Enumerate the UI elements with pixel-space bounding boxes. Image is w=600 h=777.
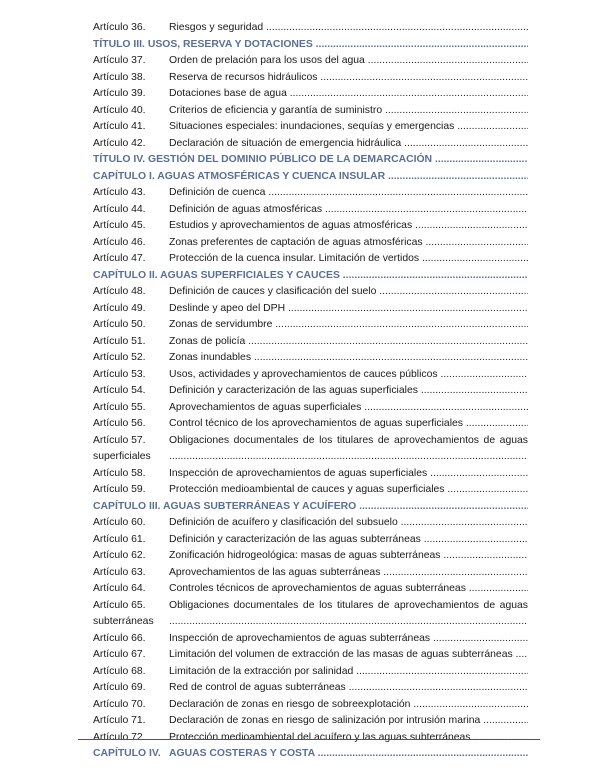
toc-entry-label: Artículo 36. bbox=[93, 22, 146, 33]
dot-leader bbox=[169, 449, 528, 466]
toc-entry-label: Artículo 43. bbox=[93, 187, 146, 198]
toc-entry-title: Protección medioambiental del acuífero y las aguas subterráneas ..... bbox=[169, 730, 528, 747]
toc-entry-title: Protección medioambiental de cauces y aguas superficiales ..... bbox=[169, 482, 528, 499]
toc-entry-continuation bbox=[93, 614, 540, 631]
toc-entry-label: Artículo 38. bbox=[93, 71, 146, 83]
toc-entry-label: Artículo 42. bbox=[93, 137, 146, 149]
toc-entry-label: Artículo 37. bbox=[93, 55, 146, 66]
toc-entry bbox=[93, 581, 540, 598]
toc-entry-label: Artículo 39. bbox=[93, 88, 146, 99]
toc-entry-title: Inspección de aprovechamientos de aguas superficiales ..... bbox=[169, 466, 528, 483]
toc-entry-title: Dotaciones base de agua ..... bbox=[169, 86, 528, 103]
toc-entry-title: Estudios y aprovechamientos de aguas atmosféricas ..... bbox=[169, 218, 528, 235]
toc-entry-title: Declaración de zonas en riesgo de sobreexplotación ..... bbox=[169, 697, 528, 714]
dot-leader bbox=[169, 614, 528, 631]
toc-entry bbox=[93, 70, 540, 87]
toc-entry-label: Artículo 53. bbox=[93, 368, 146, 380]
toc-entry-title: Definición de cauces y clasificación del suelo ..... bbox=[169, 284, 528, 301]
toc-heading-label: CAPÍTULO IV. bbox=[93, 748, 161, 759]
toc-entry bbox=[93, 202, 540, 219]
toc-entry-label: Artículo 44. bbox=[93, 203, 146, 215]
toc-entry-label: Artículo 58. bbox=[93, 467, 146, 479]
toc-entry-label: Artículo 68. bbox=[93, 665, 146, 677]
toc-entry-label: Artículo 49. bbox=[93, 302, 146, 314]
toc-entry-title: Obligaciones documentales de los titulares de aprovechamientos de aguas bbox=[169, 599, 528, 611]
toc-heading bbox=[93, 152, 540, 169]
toc-entry-title: Zonas de policía ..... bbox=[169, 334, 528, 351]
toc-entry bbox=[93, 235, 540, 252]
toc-entry bbox=[93, 713, 540, 730]
toc-entry-title: Limitación del volumen de extracción de las masas de aguas subterráneas ..... bbox=[169, 647, 528, 664]
toc-entry-label: Artículo 46. bbox=[93, 236, 146, 248]
toc-entry bbox=[93, 730, 540, 747]
toc-entry-label: Artículo 64. bbox=[93, 583, 146, 594]
footer-rule bbox=[78, 739, 540, 740]
toc-entry-label: Artículo 51. bbox=[93, 335, 146, 347]
toc-entry bbox=[93, 515, 540, 532]
toc-entry bbox=[93, 565, 540, 582]
toc-entry bbox=[93, 664, 540, 681]
toc-entry-title: Definición y caracterización de las aguas subterráneas ..... bbox=[169, 532, 528, 549]
toc-entry-title: Red de control de aguas subterráneas ..... bbox=[169, 680, 528, 697]
toc-entry bbox=[93, 680, 540, 697]
toc-entry-label: Artículo 47. bbox=[93, 253, 146, 264]
toc-entry bbox=[93, 334, 540, 351]
toc-entry bbox=[93, 119, 540, 136]
toc-entry bbox=[93, 647, 540, 664]
toc-entry bbox=[93, 350, 540, 367]
toc-entry-title: Definición de acuífero y clasificación del subsuelo ..... bbox=[169, 515, 528, 532]
toc-entry-label: Artículo 57. bbox=[93, 434, 146, 446]
toc-entry bbox=[93, 284, 540, 301]
toc-entry-title: Criterios de eficiencia y garantía de suministro ..... bbox=[169, 103, 528, 120]
toc-heading-title: AGUAS COSTERAS Y COSTA ..... bbox=[169, 746, 528, 763]
toc-entry bbox=[93, 416, 540, 433]
toc-entry-label: Artículo 45. bbox=[93, 220, 146, 231]
toc-entry-label: Artículo 55. bbox=[93, 401, 146, 413]
toc-heading bbox=[93, 169, 540, 186]
toc-entry-title: Declaración de zonas en riesgo de salinización por intrusión marina ..... bbox=[169, 713, 528, 730]
toc-entry bbox=[93, 251, 540, 268]
toc-entry-title: Reserva de recursos hidráulicos ..... bbox=[169, 70, 528, 87]
toc-entry-title: Obligaciones documentales de los titulares de aprovechamientos de aguas bbox=[169, 434, 528, 446]
toc-entry bbox=[93, 631, 540, 648]
toc-heading-title: CAPÍTULO II. AGUAS SUPERFICIALES Y CAUCES ..... bbox=[93, 268, 528, 285]
toc-entry-label: Artículo 65. bbox=[93, 599, 146, 611]
toc-entry-title: Deslinde y apeo del DPH ..... bbox=[169, 301, 528, 318]
toc-entry-label: Artículo 61. bbox=[93, 533, 146, 545]
toc-entry-title: Orden de prelación para los usos del agua ..... bbox=[169, 53, 528, 70]
toc-entry-label: Artículo 48. bbox=[93, 286, 146, 297]
toc-entry-title: Controles técnicos de aprovechamientos de aguas subterráneas ..... bbox=[169, 581, 528, 598]
toc-heading-title: CAPÍTULO III. AGUAS SUBTERRÁNEAS Y ACUÍFERO ..... bbox=[93, 499, 528, 516]
toc-entry-title-continued: superficiales bbox=[93, 451, 151, 462]
toc-heading bbox=[93, 37, 540, 54]
toc-entry-label: Artículo 63. bbox=[93, 566, 146, 578]
toc-entry-title: Inspección de aprovechamientos de aguas subterráneas ..... bbox=[169, 631, 528, 648]
toc-entry-title: Aprovechamientos de aguas superficiales ..... bbox=[169, 400, 528, 417]
toc-entry-title: Riesgos y seguridad ..... bbox=[169, 20, 528, 37]
toc-entry-title: Declaración de situación de emergencia hidráulica ..... bbox=[169, 136, 528, 153]
toc-entry bbox=[93, 317, 540, 334]
toc-entry-label: Artículo 41. bbox=[93, 121, 146, 132]
toc-entry-title: Definición de aguas atmosféricas ..... bbox=[169, 202, 528, 219]
toc-entry bbox=[93, 103, 540, 120]
table-of-contents bbox=[93, 20, 540, 763]
toc-entry-label: Artículo 56. bbox=[93, 418, 146, 429]
toc-entry bbox=[93, 548, 540, 565]
toc-entry bbox=[93, 185, 540, 202]
toc-entry-label: Artículo 67. bbox=[93, 649, 146, 660]
toc-entry bbox=[93, 367, 540, 384]
toc-entry-title: Situaciones especiales: inundaciones, sequías y emergencias ..... bbox=[169, 119, 528, 136]
toc-heading bbox=[93, 499, 540, 516]
toc-heading-title: CAPÍTULO I. AGUAS ATMOSFÉRICAS Y CUENCA INSULAR ..... bbox=[93, 169, 528, 186]
toc-entry bbox=[93, 136, 540, 153]
toc-entry-label: Artículo 54. bbox=[93, 385, 146, 396]
toc-entry-title: Zonas inundables ..... bbox=[169, 350, 528, 367]
toc-entry-label: Artículo 72. bbox=[93, 731, 146, 743]
toc-entry-label: Artículo 50. bbox=[93, 319, 146, 330]
toc-entry bbox=[93, 218, 540, 235]
toc-entry-label: Artículo 60. bbox=[93, 517, 146, 528]
toc-entry-continuation bbox=[93, 449, 540, 466]
toc-entry-title: Zonas preferentes de captación de aguas atmosféricas ..... bbox=[169, 235, 528, 252]
toc-entry bbox=[93, 466, 540, 483]
toc-entry bbox=[93, 400, 540, 417]
toc-entry bbox=[93, 383, 540, 400]
toc-entry-label: Artículo 52. bbox=[93, 352, 146, 363]
toc-entry bbox=[93, 697, 540, 714]
toc-entry-label: Artículo 66. bbox=[93, 632, 146, 644]
toc-heading-title: TÍTULO III. USOS, RESERVA Y DOTACIONES ..... bbox=[93, 37, 528, 54]
toc-entry-label: Artículo 70. bbox=[93, 698, 146, 710]
toc-entry bbox=[93, 301, 540, 318]
toc-entry-title: Zonas de servidumbre ..... bbox=[169, 317, 528, 334]
toc-entry-title: Definición y caracterización de las aguas superficiales ..... bbox=[169, 383, 528, 400]
toc-entry-label: Artículo 69. bbox=[93, 682, 146, 693]
toc-entry-title: Zonificación hidrogeológica: masas de aguas subterráneas ..... bbox=[169, 548, 528, 565]
toc-entry-title-continued: subterráneas bbox=[93, 616, 154, 627]
toc-entry bbox=[93, 20, 540, 37]
toc-heading bbox=[93, 268, 540, 285]
toc-entry-title: Limitación de la extracción por salinidad ..... bbox=[169, 664, 528, 681]
toc-entry bbox=[93, 53, 540, 70]
toc-entry-label: Artículo 59. bbox=[93, 484, 146, 495]
toc-entry-title: Control técnico de los aprovechamientos de aguas superficiales ..... bbox=[169, 416, 528, 433]
toc-entry-title: Protección de la cuenca insular. Limitación de vertidos ..... bbox=[169, 251, 528, 268]
toc-heading bbox=[93, 746, 540, 763]
toc-entry bbox=[93, 532, 540, 549]
toc-entry bbox=[93, 598, 540, 615]
toc-entry bbox=[93, 433, 540, 450]
toc-entry-label: Artículo 40. bbox=[93, 104, 146, 116]
toc-heading-title: TÍTULO IV. GESTIÓN DEL DOMINIO PÚBLICO DE LA DEMARCACIÓN ..... bbox=[93, 152, 528, 169]
toc-entry-title: Usos, actividades y aprovechamientos de cauces públicos ..... bbox=[169, 367, 528, 384]
toc-entry-label: Artículo 62. bbox=[93, 550, 146, 561]
toc-entry-title: Definición de cuenca ..... bbox=[169, 185, 528, 202]
toc-entry bbox=[93, 482, 540, 499]
toc-entry-label: Artículo 71. bbox=[93, 715, 146, 726]
toc-entry bbox=[93, 86, 540, 103]
toc-entry-title: Aprovechamientos de las aguas subterráneas ..... bbox=[169, 565, 528, 582]
